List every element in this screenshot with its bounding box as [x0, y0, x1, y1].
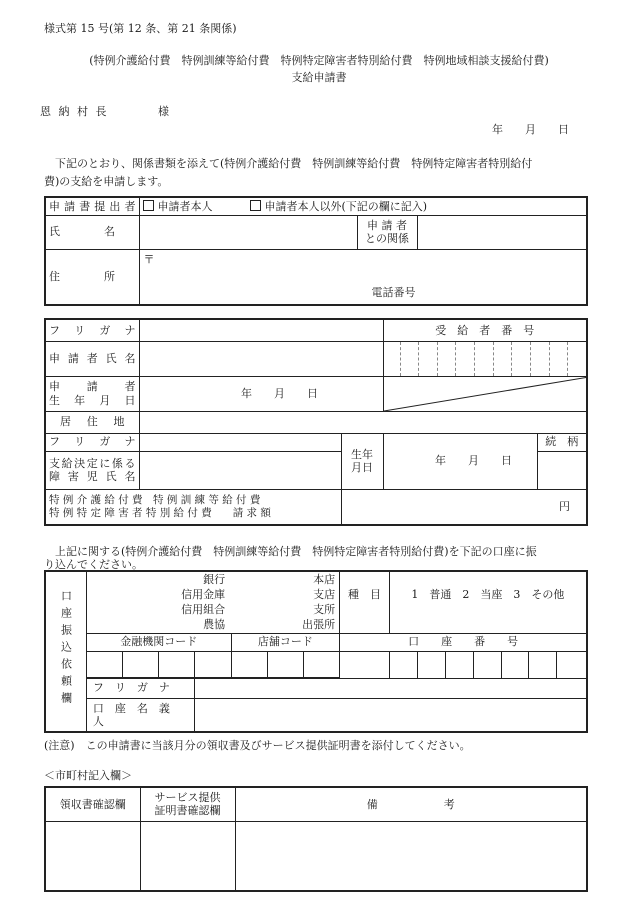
service-label-2: 証明書確認欄: [154, 804, 221, 818]
recipient-table: [44, 318, 588, 526]
diagonal-line: [384, 377, 588, 411]
branch-code-digit[interactable]: [267, 651, 303, 677]
branch-types[interactable]: [231, 571, 340, 633]
other-checkbox[interactable]: [250, 200, 261, 211]
child-birth-field[interactable]: 年 月 日: [383, 433, 537, 489]
phone-label: 電話番号: [371, 285, 416, 299]
type-label: 種 目: [340, 571, 390, 633]
service-label-1: サービス提供: [154, 791, 221, 805]
birth-label-1: 申 請 者: [49, 380, 136, 394]
date-line: 年 月 日: [492, 123, 569, 136]
child-furigana-field[interactable]: [139, 433, 341, 451]
transfer-line1: 上記に関する(特例介護給付費 特例訓練等給付費 特例特定障害者特別給付費)を下記の口座に振: [44, 545, 537, 558]
opt-self-label: 申請者本人: [157, 199, 213, 213]
branch-shiten: 支店: [313, 588, 336, 602]
name-label: 氏 名: [45, 215, 139, 249]
receipt-field[interactable]: [45, 821, 140, 891]
holder-label: 口 座 名 義 人: [86, 698, 195, 732]
recipient-no-label: 受 給 者 番 号: [383, 319, 587, 341]
transfer-line2: り込んでください。: [44, 558, 143, 571]
claim-label-2: 特 例 特 定 障 害 者 特 別 給 付 費 請 求 額: [49, 506, 271, 519]
yen-unit: 円: [559, 500, 570, 514]
branch-code-digit[interactable]: [231, 651, 267, 677]
birth-label-2: 生 年 月 日: [49, 393, 136, 407]
inst-code-digit[interactable]: [195, 651, 231, 677]
relationship-field[interactable]: [537, 451, 587, 489]
child-furigana-label: フ リ ガ ナ: [45, 433, 139, 451]
child-birth-label-1: 生年: [351, 447, 373, 461]
account-no-digit[interactable]: [417, 651, 445, 678]
submitter-table: [44, 196, 588, 306]
holder-field[interactable]: [195, 698, 587, 732]
inst-code-digit[interactable]: [159, 651, 195, 677]
attachment-note: (注意) この申請書に当該月分の領収書及びサービス提供証明書を添付してください。: [44, 739, 471, 752]
honorific: 様: [158, 105, 169, 118]
submitter-options[interactable]: [139, 197, 587, 215]
name-field[interactable]: [139, 215, 357, 249]
applicant-name-field[interactable]: [139, 341, 383, 376]
addressee: 恩 納 村 長: [40, 105, 109, 118]
account-furigana-label: フ リ ガ ナ: [86, 678, 195, 698]
claim-label-1: 特 例 介 護 給 付 費 特 例 訓 練 等 給 付 費: [49, 494, 261, 507]
remarks-field[interactable]: [235, 821, 587, 891]
child-label-1: 支給決定に係る: [49, 456, 136, 470]
inst-code-digit[interactable]: [123, 651, 159, 677]
inst-kumiai: 信用組合: [181, 603, 226, 617]
bank-side-text: 口座振込依頼欄: [59, 590, 73, 710]
relationship-label: 続 柄: [537, 433, 587, 451]
applicant-name-label: 申 請 者 氏 名: [45, 341, 139, 376]
claim-amount-field[interactable]: [341, 489, 587, 525]
child-label-2: 障害児氏名: [49, 470, 136, 483]
remarks-label: 備 考: [235, 787, 587, 821]
municipal-heading: ＜市町村記入欄＞: [44, 769, 132, 782]
account-no-digit[interactable]: [445, 651, 473, 678]
account-no-digit[interactable]: [389, 651, 417, 678]
relation-field[interactable]: [417, 215, 587, 249]
institution-types[interactable]: [86, 571, 231, 633]
child-birth-label: [341, 433, 383, 489]
account-no-label: 口 座 番 号: [340, 633, 587, 651]
branch-code-digit[interactable]: [303, 651, 339, 677]
branch-honten: 本店: [313, 573, 336, 587]
inst-nokyo: 農協: [203, 618, 226, 632]
receipt-label: 領収書確認欄: [45, 787, 140, 821]
residence-field[interactable]: [139, 411, 587, 433]
opt-other-label: 申請者本人以外(下記の欄に記入): [264, 199, 428, 213]
child-label: [45, 451, 139, 489]
service-field[interactable]: [140, 821, 235, 891]
branch-code-label: 店舗コード: [231, 633, 340, 651]
bank-side-label: [45, 571, 86, 732]
intro-line1: 下記のとおり、関係書類を添えて(特例介護給付費 特例訓練等給付費 特例特定障害者特別給付: [44, 157, 533, 170]
bank-table: [44, 570, 588, 733]
claim-label: [45, 489, 341, 525]
residence-label: 居 住 地: [45, 411, 139, 433]
birth-label: [45, 376, 139, 411]
furigana-field[interactable]: [139, 319, 383, 341]
address-field[interactable]: [139, 249, 587, 305]
furigana-label: フ リ ガ ナ: [45, 319, 139, 341]
account-no-digit[interactable]: [557, 651, 587, 678]
diagonal-cell: [383, 376, 587, 411]
address-label: 住 所: [45, 249, 139, 305]
recipient-no-field[interactable]: [383, 341, 587, 376]
account-no-digit[interactable]: [501, 651, 529, 678]
postal-mark: 〒: [143, 252, 155, 266]
form-title-line1: (特例介護給付費 特例訓練等給付費 特例特定障害者特別給付費 特例地域相談支援給付費): [89, 54, 549, 67]
relation-label: [357, 215, 417, 249]
self-checkbox[interactable]: [143, 200, 154, 211]
account-no-digit[interactable]: [340, 651, 390, 678]
form-title-line2: 支給申請書: [291, 71, 347, 84]
inst-code-digit[interactable]: [86, 651, 122, 677]
inst-bank: 銀行: [203, 573, 226, 587]
service-label: [140, 787, 235, 821]
submitter-label: 申請書提出者: [45, 197, 139, 215]
child-name-field[interactable]: [139, 451, 341, 489]
branch-shucchojo: 出張所: [302, 618, 336, 632]
intro-line2: 費)の支給を申請します。: [44, 175, 169, 188]
account-no-digit[interactable]: [473, 651, 501, 678]
birth-field[interactable]: 年 月 日: [139, 376, 383, 411]
form-number: 様式第 15 号(第 12 条、第 21 条関係): [44, 22, 237, 35]
relation-label-2: との関係: [365, 232, 409, 245]
account-furigana-field[interactable]: [195, 678, 587, 698]
municipal-table: [44, 786, 588, 892]
inst-shinkin: 信用金庫: [181, 588, 226, 602]
type-options[interactable]: 1 普通 2 当座 3 その他: [389, 571, 587, 633]
relation-label-1: 申 請 者: [367, 218, 407, 232]
child-birth-label-2: 月日: [351, 461, 373, 474]
account-no-digit[interactable]: [529, 651, 557, 678]
inst-code-label: 金融機関コード: [86, 633, 231, 651]
branch-shisho: 支所: [313, 603, 336, 617]
